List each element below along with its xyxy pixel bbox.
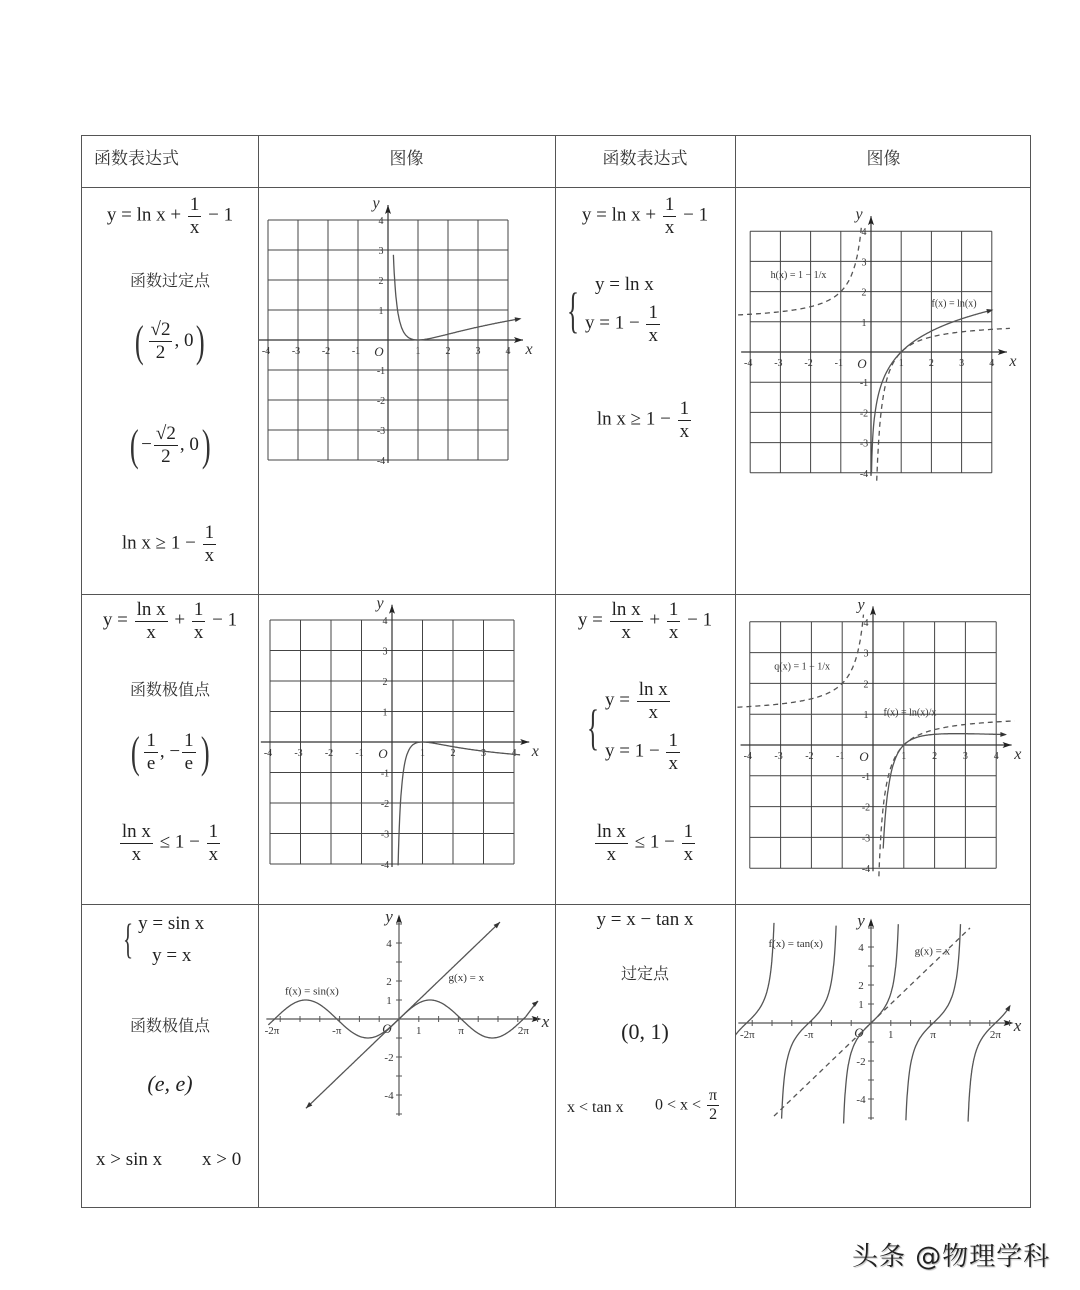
series-arrow-icon [1000, 732, 1007, 737]
series-arrow-icon [532, 1001, 539, 1007]
x-axis-label: x [1013, 1016, 1022, 1035]
row3-ineq2: x > 0 [202, 1149, 242, 1170]
system-eq2: y = x [152, 945, 192, 966]
row2-label: 函数极值点 [129, 680, 210, 699]
frac-den: x [189, 216, 200, 238]
y-axis-label: y [376, 595, 384, 612]
y-tick-label: 1 [382, 707, 388, 719]
x-tick-label: 4 [993, 751, 999, 762]
x-tick-label: 4 [505, 346, 511, 357]
brace-icon: { [123, 917, 134, 963]
x-tick-label: -π [804, 1029, 814, 1041]
x-axis-label: x [531, 743, 539, 760]
series-line-lnx-plus-inv-x [393, 255, 520, 340]
row2-expression-cell-2 [555, 595, 735, 904]
frac-num: 1 [664, 194, 675, 215]
x-tick-label: π [930, 1029, 936, 1041]
y-tick-label: 2 [858, 980, 864, 992]
y-tick-label: -3 [861, 833, 871, 845]
formula-lhs: y = ln x + [106, 204, 186, 226]
x-tick-label: π [458, 1025, 464, 1037]
x-tick-label: -1 [351, 346, 361, 357]
chart-lnx-plus-inv-x [259, 188, 555, 594]
x-tick-label: -2π [264, 1025, 280, 1037]
frac-den: x [606, 843, 617, 865]
frac-den: 2 [709, 1106, 718, 1124]
frac-den: x [668, 621, 679, 643]
x-tick-label: -2 [321, 346, 331, 357]
y-tick-label: -1 [859, 378, 869, 390]
x-tick-label: -4 [263, 748, 273, 759]
y-tick-label: 3 [378, 246, 384, 257]
frac-den: x [664, 216, 675, 238]
watermark: 头条 @物理学科 [852, 1242, 1051, 1272]
formula-lhs: y = ln x + [581, 204, 661, 226]
row3-system [118, 913, 204, 967]
frac-den: x [193, 621, 204, 643]
frac-num: 1 [184, 730, 194, 752]
series-line-q-right [879, 721, 1015, 876]
row1-point1 [82, 316, 258, 367]
sign: − [141, 433, 152, 455]
frac-den: x [668, 752, 678, 774]
series-arrow-icon [515, 317, 522, 322]
right-paren: ) [196, 317, 206, 366]
x-tick-label: 3 [475, 346, 481, 357]
x-tick-label: 2 [928, 358, 934, 369]
x-tick-label: 3 [481, 748, 486, 759]
frac-num: 1 [146, 730, 156, 752]
frac-num: √2 [150, 319, 171, 341]
y-tick-label: 3 [863, 648, 869, 660]
row2-formula-2 [555, 599, 735, 644]
frac-den: e [146, 753, 156, 774]
frac-num: 1 [189, 194, 200, 215]
y-tick-label: -3 [376, 426, 386, 437]
row2-inequality-2 [555, 821, 735, 866]
frac-num: π [707, 1087, 719, 1106]
brace-icon: { [587, 698, 599, 755]
formula-tail: − 1 [678, 204, 709, 226]
point-after: , 0 [179, 433, 199, 455]
row1-expression-cell-2 [555, 188, 735, 594]
frac-num: 1 [648, 302, 658, 323]
origin-label: O [374, 344, 384, 359]
annotation-f-of-x: f(x) = ln(x)/x [883, 707, 937, 719]
frac-num: 1 [668, 599, 679, 620]
frac-den: x [146, 621, 156, 643]
y-tick-label: 4 [863, 617, 869, 629]
y-tick-label: 2 [863, 679, 869, 691]
y-tick-label: -1 [376, 366, 386, 377]
x-tick-label: 1 [888, 1029, 894, 1041]
x-tick-label: 2π [517, 1025, 529, 1037]
chart-tanx-vs-x [736, 905, 1032, 1208]
frac-den: x [621, 621, 631, 643]
y-tick-label: -2 [384, 1052, 394, 1064]
frac-num: 1 [204, 522, 215, 543]
row1-point2 [82, 420, 258, 471]
frac-num: ln x [638, 679, 668, 700]
series-line-tan-branch [968, 1006, 1010, 1121]
header-graph-2: 图像 [866, 149, 901, 169]
row1-label: 函数过定点 [129, 271, 210, 290]
formula-tail: − 1 [207, 609, 238, 631]
y-tick-label: -4 [859, 468, 869, 480]
x-tick-label: -1 [836, 751, 845, 762]
y-tick-label: -1 [861, 771, 871, 783]
row3-point: (e, e) [147, 1071, 193, 1096]
y-tick-label: 4 [386, 938, 392, 950]
row2-inequality [82, 821, 258, 866]
frac-den: x [208, 843, 219, 865]
ineq-lhs: ln x ≥ 1 − [121, 532, 201, 554]
frac-den: 2 [161, 446, 171, 467]
y-tick-label: 2 [386, 976, 392, 988]
series-line-1-minus-inv-x-right [877, 328, 1010, 480]
x-tick-label: -2 [324, 748, 334, 759]
origin-label: O [378, 746, 388, 761]
row3-expression-cell [82, 905, 258, 1208]
origin-label: O [859, 749, 869, 764]
origin-label: O [382, 1021, 392, 1036]
row2-formula [82, 599, 258, 644]
x-axis-label: x [1009, 353, 1017, 370]
x-tick-label: 3 [962, 751, 968, 762]
x-tick-label: 4 [511, 748, 517, 759]
right-paren: ) [201, 421, 211, 470]
system-eq1: y = sin x [138, 913, 205, 934]
chart-lnx-over-x-plus-inv-x [259, 595, 555, 904]
frac-den: x [648, 701, 658, 723]
frac-den: 2 [155, 342, 166, 363]
frac-num: 1 [683, 821, 694, 842]
function-table [81, 135, 1031, 1208]
y-tick-label: 4 [861, 227, 867, 239]
x-tick-label: 3 [959, 358, 965, 369]
formula-mid: + [644, 609, 665, 631]
annotation-f-of-x: f(x) = tan(x) [768, 938, 823, 950]
y-tick-label: 1 [863, 710, 869, 722]
chart-lnx-vs-1-minus-inv-x [736, 188, 1032, 594]
y-tick-label: -3 [380, 829, 390, 841]
formula-mid: + [169, 609, 190, 631]
ineq-lhs: ln x ≥ 1 − [596, 408, 676, 430]
x-tick-label: -2 [804, 358, 813, 369]
x-axis-label: x [1014, 746, 1022, 763]
row3-label: 函数极值点 [129, 1016, 210, 1035]
x-tick-label: -3 [774, 751, 783, 762]
frac-den: x [204, 544, 215, 566]
y-tick-label: 1 [858, 999, 864, 1011]
annotation-f-of-x: f(x) = sin(x) [284, 985, 339, 998]
y-axis-label: y [857, 596, 865, 614]
ineq-mid: ≤ 1 − [629, 831, 680, 853]
frac-den: e [184, 753, 194, 774]
origin-label: O [854, 1025, 864, 1040]
y-tick-label: 2 [382, 677, 388, 688]
frac-num: 1 [208, 821, 219, 842]
y-tick-label: 4 [858, 942, 864, 954]
frac-den: x [683, 843, 694, 865]
x-tick-label: -2 [805, 751, 814, 762]
y-tick-label: 1 [861, 317, 867, 329]
frac-den: x [679, 420, 690, 442]
y-tick-label: 2 [861, 287, 867, 299]
series-line-lnx-over-x [398, 742, 520, 865]
y-tick-label: 3 [382, 646, 388, 658]
series-line-tan-branch [782, 926, 837, 1119]
y-tick-label: -2 [861, 802, 871, 814]
frac-den: x [131, 843, 142, 865]
system-eq1: y = ln x [595, 274, 654, 295]
y-tick-label: -4 [380, 860, 390, 871]
frac-num: √2 [155, 423, 176, 445]
system-eq2-lhs: y = 1 − [605, 740, 665, 762]
frac-den: x [648, 324, 658, 346]
x-tick-label: -1 [355, 748, 364, 759]
x-tick-label: -3 [294, 748, 303, 759]
formula-lhs: y = [577, 609, 608, 631]
x-tick-label: 2 [450, 748, 456, 759]
x-tick-label: -3 [291, 346, 301, 357]
row3-point-2: (0, 1) [621, 1019, 669, 1044]
row1-formula-2 [555, 194, 735, 239]
y-tick-label: -4 [861, 864, 871, 876]
row3-label-2: 过定点 [620, 964, 669, 983]
frac-num: ln x [121, 821, 151, 842]
row1-inequality-2 [555, 398, 735, 443]
ineq-mid: ≤ 1 − [154, 831, 205, 853]
x-tick-label: 1 [898, 358, 904, 369]
row2-expression-cell [82, 595, 258, 904]
origin-label: O [857, 356, 867, 371]
left-paren: ( [129, 421, 139, 470]
x-tick-label: -π [332, 1025, 342, 1037]
x-tick-label: 2 [445, 346, 451, 357]
chart-sinx-vs-x [259, 905, 555, 1208]
y-axis-label: y [857, 911, 865, 931]
y-axis-label: y [372, 195, 380, 212]
row1-system [561, 274, 662, 347]
formula-lhs: y = [102, 609, 133, 631]
row3-ineq1-2: x < tan x [567, 1099, 624, 1116]
formula-tail: − 1 [682, 609, 713, 631]
y-tick-label: 1 [386, 995, 392, 1007]
system-eq1-lhs: y = [605, 689, 635, 711]
header-expression-2: 函数表达式 [602, 149, 688, 169]
frac-num: 1 [668, 729, 678, 751]
y-tick-label: -4 [376, 456, 386, 467]
row1-inequality [82, 522, 258, 567]
point-sep: , − [159, 740, 181, 762]
point-after: , 0 [174, 329, 194, 351]
y-tick-label: -2 [856, 1056, 866, 1068]
brace-icon: { [567, 282, 579, 339]
annotation-g-of-x: g(x) = x [448, 972, 485, 984]
frac-num: ln x [611, 599, 641, 620]
x-tick-label: 4 [989, 358, 995, 369]
row3-ineq2-2 [655, 1087, 721, 1125]
y-tick-label: 4 [382, 616, 388, 627]
frac-num: 1 [679, 398, 690, 419]
annotation-g-of-x: g(x) = x [914, 945, 951, 958]
annotation-f-of-x: f(x) = ln(x) [931, 298, 977, 310]
annotation-h-of-x: h(x) = 1 − 1/x [770, 270, 827, 282]
y-axis-label: y [855, 206, 863, 224]
ineq-lhs: 0 < x < [655, 1096, 706, 1114]
y-tick-label: 1 [378, 306, 384, 317]
x-axis-label: x [525, 341, 533, 358]
row1-expression-cell [82, 188, 258, 594]
row3-formula-2: y = x − tan x [596, 909, 694, 930]
row2-point [82, 727, 258, 778]
x-tick-label: 2π [989, 1029, 1001, 1041]
header-expression-1: 函数表达式 [94, 149, 179, 169]
y-axis-label: y [385, 907, 393, 927]
x-tick-label: -4 [744, 358, 753, 369]
series-arrow-icon [1005, 1005, 1010, 1012]
system-eq2-lhs: y = 1 − [585, 312, 645, 334]
row1-formula [82, 194, 258, 239]
formula-tail: − 1 [203, 204, 234, 226]
frac-num: ln x [596, 821, 626, 842]
left-paren: ( [134, 317, 144, 366]
row2-system [581, 679, 682, 774]
x-tick-label: 2 [932, 751, 938, 762]
x-tick-label: 1 [420, 748, 425, 759]
y-tick-label: -2 [380, 799, 390, 810]
y-tick-label: -2 [859, 408, 869, 420]
right-paren: ) [200, 728, 210, 777]
left-paren: ( [130, 728, 140, 777]
x-tick-label: -2π [740, 1029, 755, 1041]
y-tick-label: -3 [859, 438, 869, 450]
x-tick-label: 1 [415, 346, 421, 357]
x-tick-label: 1 [416, 1025, 422, 1037]
y-tick-label: 4 [378, 216, 384, 227]
y-tick-label: -2 [376, 396, 386, 407]
annotation-q-of-x: q(x) = 1 − 1/x [774, 661, 831, 673]
x-axis-label: x [541, 1012, 550, 1031]
y-tick-label: 2 [378, 276, 384, 287]
frac-num: 1 [193, 599, 204, 620]
x-tick-label: 1 [901, 751, 907, 762]
series-line-identity [306, 922, 500, 1108]
x-tick-label: -4 [261, 346, 271, 357]
y-tick-label: -1 [380, 768, 390, 780]
x-tick-label: -3 [774, 358, 783, 369]
y-tick-label: -4 [384, 1090, 394, 1102]
header-graph-1: 图像 [389, 149, 424, 169]
row3-expression-cell-2 [555, 905, 735, 1208]
chart-lnx-over-x-vs-1-minus-inv-x [736, 595, 1032, 904]
x-tick-label: -4 [743, 751, 752, 762]
y-tick-label: -4 [856, 1094, 866, 1106]
y-tick-label: 3 [861, 257, 867, 269]
row3-ineq1: x > sin x [96, 1149, 163, 1170]
x-tick-label: -1 [834, 358, 843, 369]
frac-num: ln x [136, 599, 166, 620]
